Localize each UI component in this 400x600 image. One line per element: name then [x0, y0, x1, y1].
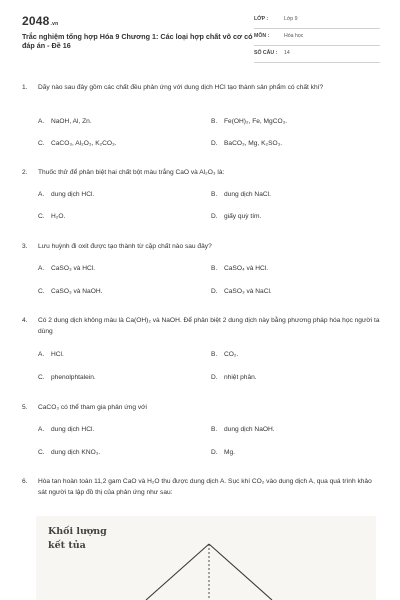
option-1d[interactable]	[211, 140, 282, 147]
option-text: BaCO₃, Mg, K₂SO₃.	[224, 140, 283, 147]
option-letter: A.	[38, 426, 45, 433]
meta-row-class	[254, 14, 380, 29]
question-6-figure	[36, 516, 376, 600]
option-3a[interactable]	[38, 265, 95, 272]
meta-key: LỚP :	[254, 16, 269, 22]
meta-value: Lớp 9	[284, 16, 298, 22]
question-number: 3.	[22, 243, 28, 250]
option-letter: B.	[211, 118, 218, 125]
option-4d[interactable]	[211, 374, 257, 381]
meta-key: MÔN :	[254, 33, 270, 39]
meta-value: 14	[284, 50, 290, 56]
question-number: 5.	[22, 404, 28, 411]
option-letter: D.	[211, 449, 218, 456]
question-4	[22, 315, 382, 337]
brand-name: 2048	[22, 14, 50, 28]
option-text: nhiệt phân.	[224, 374, 257, 381]
brand-suffix: .vn	[50, 21, 59, 27]
question-6	[22, 476, 382, 498]
option-text: H₂O.	[51, 213, 66, 220]
option-2b[interactable]	[211, 191, 271, 198]
option-letter: C.	[38, 213, 45, 220]
option-text: dung dịch NaOH.	[224, 426, 275, 433]
option-text: phenolphtalein.	[51, 374, 96, 381]
figure-rising-line	[146, 544, 209, 600]
option-letter: A.	[38, 191, 45, 198]
option-letter: A.	[38, 118, 45, 125]
question-stem: Hòa tan hoàn toàn 11,2 gam CaO và H₂O thu được dung dịch A. Sục khí CO₂ vào dung dịch A, qua quá trình khảo sát người ta lập đồ thị của phản ứng như sau:	[38, 478, 372, 496]
option-text: CaCO₃, Al₂O₃, K₂CO₃.	[51, 140, 117, 147]
option-letter: B.	[211, 191, 218, 198]
option-text: CO₂.	[224, 351, 239, 358]
figure-graph	[36, 516, 376, 600]
meta-value: Hóa học	[284, 33, 304, 39]
question-stem: Dãy nào sau đây gồm các chất đều phản ứng với dung dịch HCl tạo thành sản phẩm có chất khí?	[38, 84, 324, 91]
option-text: Fe(OH)₂, Fe, MgCO₃.	[224, 118, 288, 125]
meta-key: SỐ CÂU :	[254, 50, 278, 56]
question-3	[22, 241, 382, 252]
option-4c[interactable]	[38, 374, 96, 381]
question-number: 6.	[22, 478, 28, 485]
figure-ylabel-line1: Khối lượng	[48, 526, 107, 537]
option-letter: C.	[38, 374, 45, 381]
option-text: HCl.	[51, 351, 64, 358]
question-stem: Có 2 dung dịch không màu là Ca(OH)₂ và NaOH. Để phân biệt 2 dung dịch này bằng phương pháp hóa học người ta dùng	[38, 317, 380, 335]
option-1c[interactable]	[38, 140, 117, 147]
option-3b[interactable]	[211, 265, 268, 272]
meta-panel	[254, 14, 380, 65]
option-1b[interactable]	[211, 118, 287, 125]
option-letter: A.	[38, 351, 45, 358]
figure-ylabel-line2: kết tủa	[48, 540, 86, 551]
option-text: giấy quỳ tím.	[224, 213, 262, 220]
question-number: 2.	[22, 169, 28, 176]
option-4b[interactable]	[211, 351, 238, 358]
question-stem: CaCO₃ có thể tham gia phản ứng với	[38, 404, 147, 411]
question-stem: Thuốc thử để phân biệt hai chất bột màu trắng CaO và Al₂O₃ là:	[38, 169, 225, 176]
option-text: dung dịch HCl.	[51, 191, 95, 198]
option-2a[interactable]	[38, 191, 94, 198]
option-4a[interactable]	[38, 351, 64, 358]
meta-row-count	[254, 48, 380, 63]
option-5d[interactable]	[211, 449, 235, 456]
option-1a[interactable]	[38, 118, 92, 125]
option-5b[interactable]	[211, 426, 275, 433]
option-2d[interactable]	[211, 213, 261, 220]
option-text: dung dịch KNO₃.	[51, 449, 101, 456]
option-letter: D.	[211, 140, 218, 147]
option-letter: C.	[38, 140, 45, 147]
option-letter: D.	[211, 374, 218, 381]
question-number: 4.	[22, 317, 28, 324]
option-text: Mg.	[224, 449, 235, 456]
option-letter: B.	[211, 351, 218, 358]
option-text: CaSO₃ và HCl.	[51, 265, 96, 272]
option-letter: D.	[211, 213, 218, 220]
option-letter: C.	[38, 449, 45, 456]
option-3c[interactable]	[38, 288, 102, 295]
page-title: Trắc nghiệm tổng hợp Hóa 9 Chương 1: Các loại hợp chất vô cơ có đáp án - Đề 16	[22, 32, 253, 50]
option-letter: D.	[211, 288, 218, 295]
option-text: NaOH, Al, Zn.	[51, 118, 92, 125]
question-number: 1.	[22, 84, 28, 91]
brand-logo[interactable]	[22, 14, 58, 28]
option-letter: B.	[211, 265, 218, 272]
option-text: CaSO₃ và NaOH.	[51, 288, 103, 295]
meta-row-subject	[254, 31, 380, 46]
figure-falling-line	[209, 544, 272, 600]
question-1	[22, 82, 382, 93]
option-text: dung dịch NaCl.	[224, 191, 271, 198]
option-text: CaSO₃ và NaCl.	[224, 288, 272, 295]
option-3d[interactable]	[211, 288, 272, 295]
option-2c[interactable]	[38, 213, 65, 220]
question-stem: Lưu huỳnh đi oxit được tạo thành từ cặp chất nào sau đây?	[38, 243, 212, 250]
option-letter: B.	[211, 426, 218, 433]
question-2	[22, 167, 382, 178]
option-letter: A.	[38, 265, 45, 272]
option-text: dung dịch HCl.	[51, 426, 95, 433]
option-letter: C.	[38, 288, 45, 295]
option-5c[interactable]	[38, 449, 100, 456]
question-5	[22, 402, 382, 413]
option-text: CaSO₄ và HCl.	[224, 265, 269, 272]
option-5a[interactable]	[38, 426, 94, 433]
